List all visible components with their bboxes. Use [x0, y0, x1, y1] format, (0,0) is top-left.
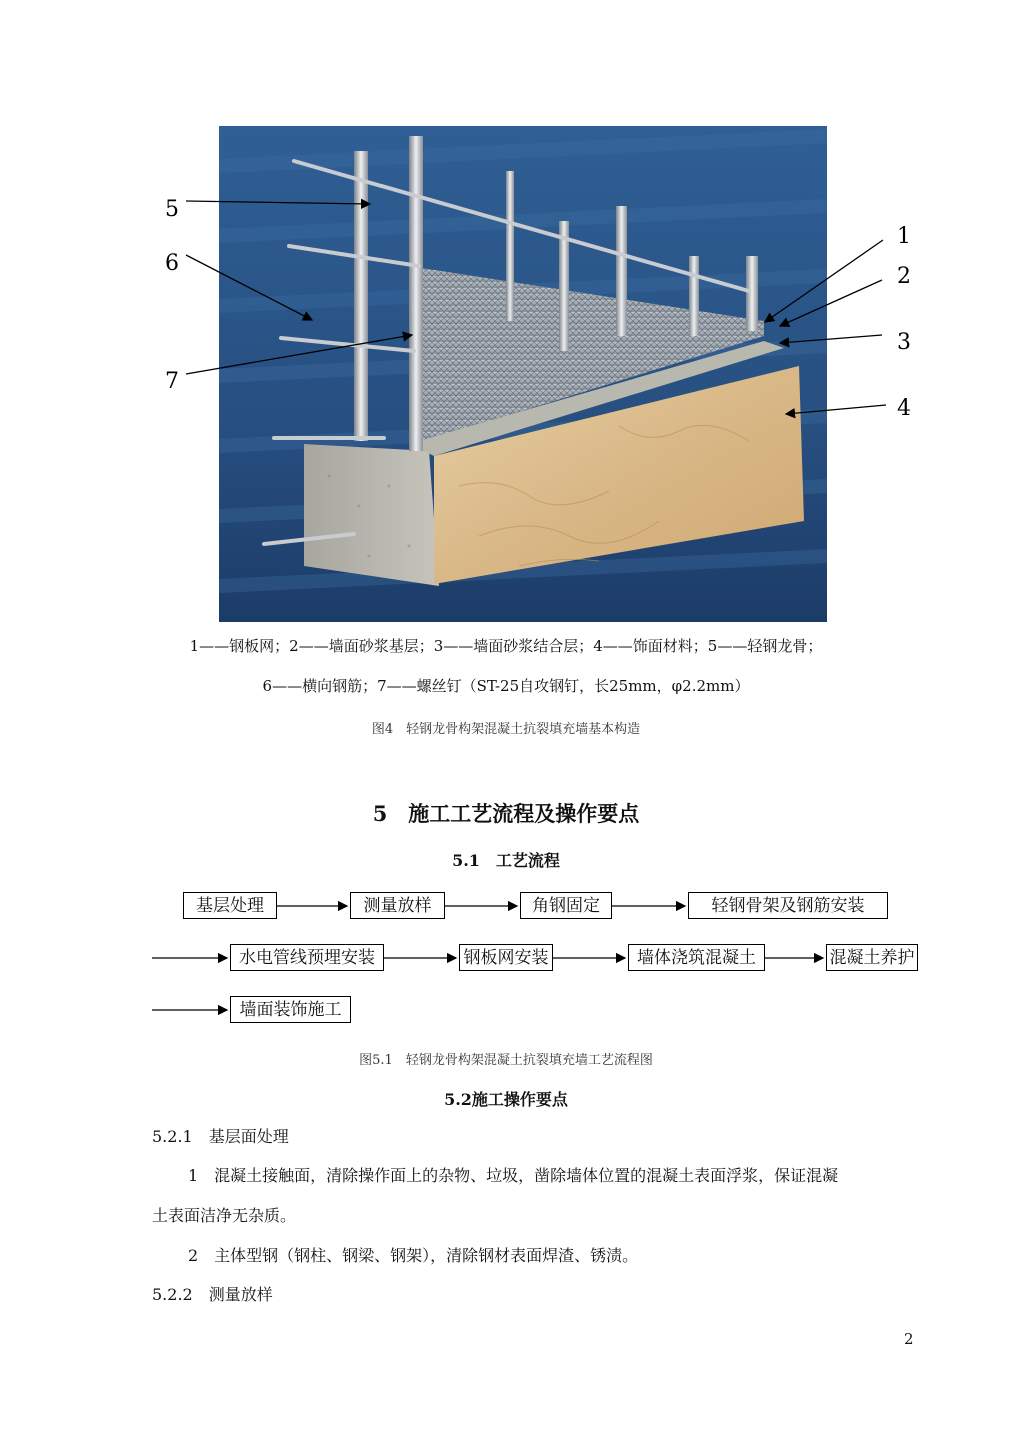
callout-3: 3 [897, 330, 911, 355]
flow-step-mesh-install: 钢板网安装 [459, 944, 553, 971]
flow-step-curing: 混凝土养护 [826, 944, 918, 971]
flow-step-wall-finish: 墙面装饰施工 [230, 996, 351, 1023]
heading-5-2-2: 5.2.2 测量放样 [152, 1285, 273, 1304]
page-number: 2 [904, 1330, 914, 1348]
flow-step-survey-layout: 测量放样 [350, 892, 445, 919]
flowchart-caption: 图5.1 轻钢龙骨构架混凝土抗裂填充墙工艺流程图 [359, 1053, 653, 1068]
flow-step-pipes-embed: 水电管线预埋安装 [230, 944, 384, 971]
callout-4: 4 [897, 396, 911, 421]
wall-construction-illustration [219, 126, 827, 622]
paragraph-1-line-2: 土表面洁净无杂质。 [152, 1206, 297, 1225]
flow-step-frame-rebar: 轻钢骨架及钢筋安装 [688, 892, 888, 919]
section-title: 5 施工工艺流程及操作要点 [372, 801, 640, 826]
callout-6: 6 [165, 251, 179, 276]
callout-7: 7 [165, 369, 179, 394]
flow-step-angle-steel: 角钢固定 [520, 892, 612, 919]
paragraph-2: 2 主体型钢（钢柱、钢梁、钢架），清除钢材表面焊渣、锈渍。 [188, 1246, 639, 1265]
paragraph-1-line-1: 1 混凝土接触面，清除操作面上的杂物、垃圾，凿除墙体位置的混凝土表面浮浆，保证混凝 [188, 1166, 839, 1185]
subsection-title-5-2: 5.2施工操作要点 [444, 1090, 568, 1109]
flow-step-base-treatment: 基层处理 [183, 892, 277, 919]
subsection-title-5-1: 5.1 工艺流程 [452, 851, 560, 870]
heading-5-2-1: 5.2.1 基层面处理 [152, 1127, 289, 1146]
flow-step-pour-concrete: 墙体浇筑混凝土 [628, 944, 765, 971]
callout-1: 1 [897, 224, 911, 249]
callout-5: 5 [165, 197, 179, 222]
figure-legend-line-2: 6——横向钢筋；7——螺丝钉（ST-25自攻钢钉，长25mm，φ2.2mm） [262, 677, 750, 695]
callout-2: 2 [897, 264, 911, 289]
figure-legend-line-1: 1——钢板网；2——墙面砂浆基层；3——墙面砂浆结合层；4——饰面材料；5——轻钢龙骨； [189, 637, 823, 655]
figure-caption: 图4 轻钢龙骨构架混凝土抗裂填充墙基本构造 [371, 722, 641, 737]
